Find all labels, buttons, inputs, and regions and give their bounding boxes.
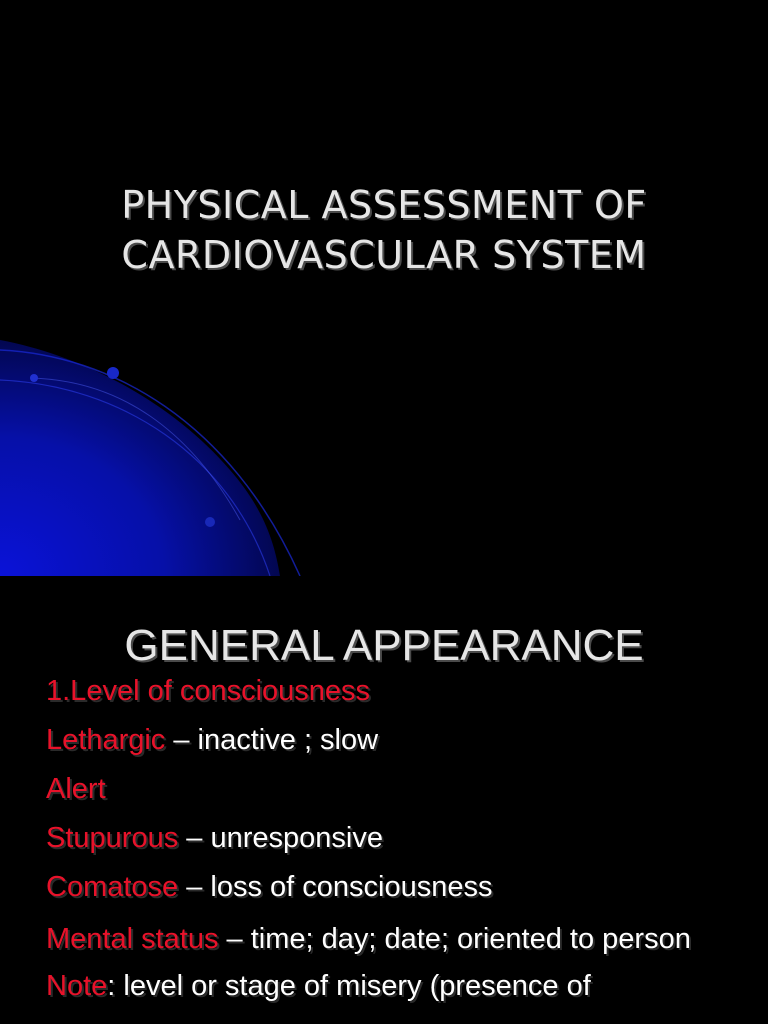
list-item: [46, 674, 736, 708]
list-item: [46, 919, 736, 959]
list-item: [46, 723, 736, 757]
item-term: Mental status: [46, 923, 219, 955]
item-definition: – unresponsive: [178, 822, 383, 854]
item-definition: – time; day; date; oriented to person: [218, 923, 691, 955]
item-term: Note: [46, 970, 108, 1002]
list-item: [46, 870, 736, 904]
title-line-2: CARDIOVASCULAR SYSTEM: [121, 233, 647, 277]
slide-heading: GENERAL APPEARANCE: [124, 621, 644, 670]
slide-title-text: [0, 180, 768, 280]
list-item: [46, 969, 736, 1003]
item-definition: : level or stage of misery (presence of: [107, 970, 591, 1002]
bullet-list: [46, 674, 736, 1018]
item-term: Stupurous: [46, 822, 179, 854]
item-definition: – inactive ; slow: [165, 724, 379, 756]
item-term: Alert: [46, 773, 106, 805]
title-line-1: PHYSICAL ASSESSMENT OF: [121, 183, 647, 227]
item-term: 1.Level of consciousness: [46, 675, 371, 707]
slide-general-appearance: [0, 576, 768, 1024]
item-term: Comatose: [46, 871, 179, 903]
item-term: Lethargic: [46, 724, 166, 756]
item-definition: – loss of consciousness: [178, 871, 493, 903]
list-item: [46, 772, 736, 806]
list-item: [46, 821, 736, 855]
